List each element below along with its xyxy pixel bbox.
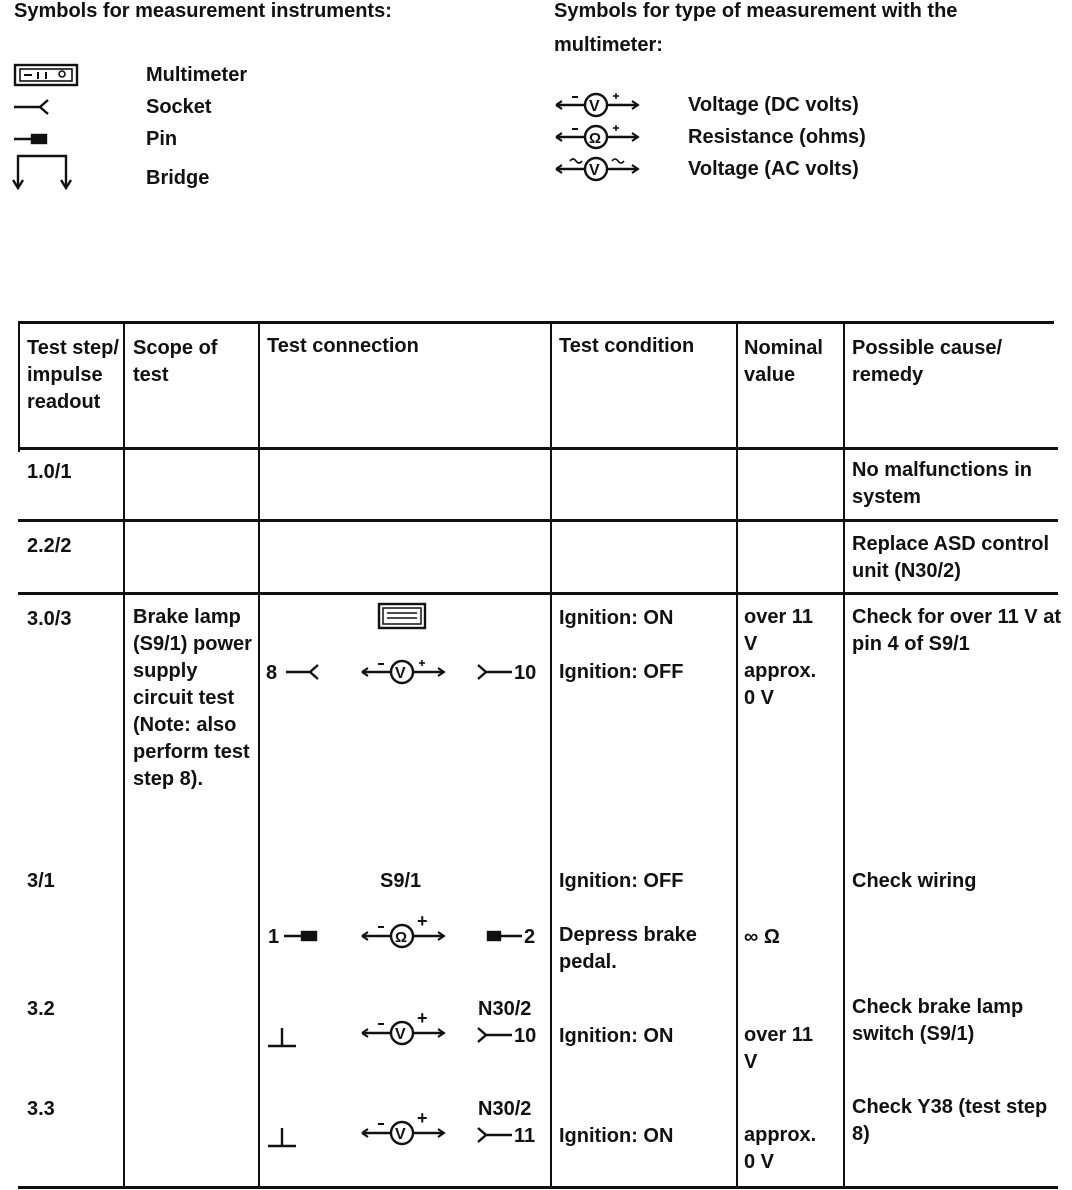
cause-cell: Check for over 11 V at pin 4 of S9/1	[852, 606, 1061, 655]
svg-text:Ω: Ω	[589, 130, 602, 147]
cause-cell: No malfunctions in system	[852, 459, 1032, 508]
ground-icon	[266, 1124, 300, 1148]
condition-cell-on: Ignition: ON	[559, 607, 674, 629]
conn-left-pin: 1	[268, 926, 280, 948]
step-cell: 3.2	[27, 998, 55, 1020]
pin-label: Pin	[146, 128, 178, 150]
measurement-heading-line2: multimeter:	[554, 34, 663, 56]
dc-voltage-label: Voltage (DC volts)	[688, 94, 859, 116]
pin-icon	[488, 927, 524, 945]
header-condition: Test condition	[559, 335, 695, 357]
svg-text:Ω: Ω	[395, 929, 408, 946]
resistance-label: Resistance (ohms)	[688, 126, 866, 148]
step-cell: 3/1	[27, 870, 55, 892]
nominal-cell: over 11 V	[744, 1024, 813, 1073]
svg-text:+: +	[417, 1008, 428, 1028]
condition-cell: Ignition: ON	[559, 1025, 674, 1047]
svg-text:+: +	[417, 1108, 428, 1128]
header-scope: Scope of test	[133, 337, 218, 386]
scope-cell: Brake lamp (S9/1) power supply circuit test (Note: also perform test step 8).	[133, 606, 252, 790]
bridge-label: Bridge	[146, 167, 210, 189]
condition-cell: Ignition: ON	[559, 1125, 674, 1147]
ac-voltmeter-icon	[556, 156, 640, 182]
bridge-icon	[10, 154, 74, 194]
svg-text:V: V	[395, 1026, 406, 1043]
nominal-cell-1: over 11 V	[744, 606, 813, 655]
step-cell: 1.0/1	[27, 461, 72, 483]
cause-cell: Check brake lamp switch (S9/1)	[852, 996, 1024, 1045]
multimeter-label: Multimeter	[146, 64, 248, 86]
measurement-heading-line1: Symbols for type of measurement with the	[554, 0, 958, 22]
dc-voltmeter-icon	[556, 92, 640, 118]
pin-icon	[284, 927, 320, 945]
nominal-cell-2: approx. 0 V	[744, 660, 817, 709]
header-step: Test step/ impulse readout	[27, 337, 119, 413]
socket-icon	[286, 663, 322, 681]
conn-right-pin: 2	[524, 926, 536, 948]
ohmmeter-icon	[556, 124, 640, 150]
condition-cell-off: Ignition: OFF	[559, 870, 684, 892]
conn-left-pin: 8	[266, 662, 278, 684]
cause-cell: Check Y38 (test step 8)	[852, 1096, 1048, 1145]
svg-text:V: V	[395, 1126, 406, 1143]
cause-cell: Check wiring	[852, 870, 977, 892]
instruments-heading: Symbols for measurement instruments:	[14, 0, 392, 22]
component-label: N30/2	[478, 998, 532, 1020]
step-cell: 3.0/3	[27, 608, 72, 630]
pin-icon	[14, 130, 54, 148]
ground-icon	[266, 1024, 300, 1048]
multimeter-icon	[378, 603, 426, 629]
conn-right-pin: 10	[514, 1025, 537, 1047]
nominal-cell: ∞ Ω	[744, 926, 780, 948]
conn-right-pin: 11	[514, 1125, 536, 1147]
header-cause: Possible cause/ remedy	[852, 337, 1003, 386]
socket-icon	[476, 1126, 512, 1144]
step-cell: 3.3	[27, 1098, 55, 1120]
dc-voltmeter-icon	[362, 1008, 446, 1046]
svg-text:V: V	[589, 162, 600, 179]
ohmmeter-icon	[362, 911, 446, 949]
svg-text:V: V	[395, 665, 406, 682]
header-nominal: Nominal value	[744, 337, 823, 386]
step-cell: 2.2/2	[27, 535, 72, 557]
cause-cell: Replace ASD control unit (N30/2)	[852, 533, 1050, 582]
condition-cell-off: Ignition: OFF	[559, 661, 684, 683]
condition-cell-pedal: Depress brake pedal.	[559, 924, 697, 973]
component-label: S9/1	[380, 870, 422, 892]
ac-voltage-label: Voltage (AC volts)	[688, 158, 859, 180]
conn-right-pin: 10	[514, 662, 537, 684]
socket-label: Socket	[146, 96, 212, 118]
svg-text:V: V	[589, 98, 600, 115]
svg-text:+: +	[417, 911, 428, 931]
dc-voltmeter-icon	[362, 1108, 446, 1146]
nominal-cell: approx. 0 V	[744, 1124, 817, 1173]
socket-icon	[14, 98, 54, 116]
multimeter-icon	[14, 64, 78, 86]
dc-voltmeter-icon	[362, 659, 446, 685]
socket-icon	[476, 1026, 512, 1044]
socket-icon	[476, 663, 512, 681]
header-connection: Test connection	[267, 335, 419, 357]
component-label: N30/2	[478, 1098, 532, 1120]
